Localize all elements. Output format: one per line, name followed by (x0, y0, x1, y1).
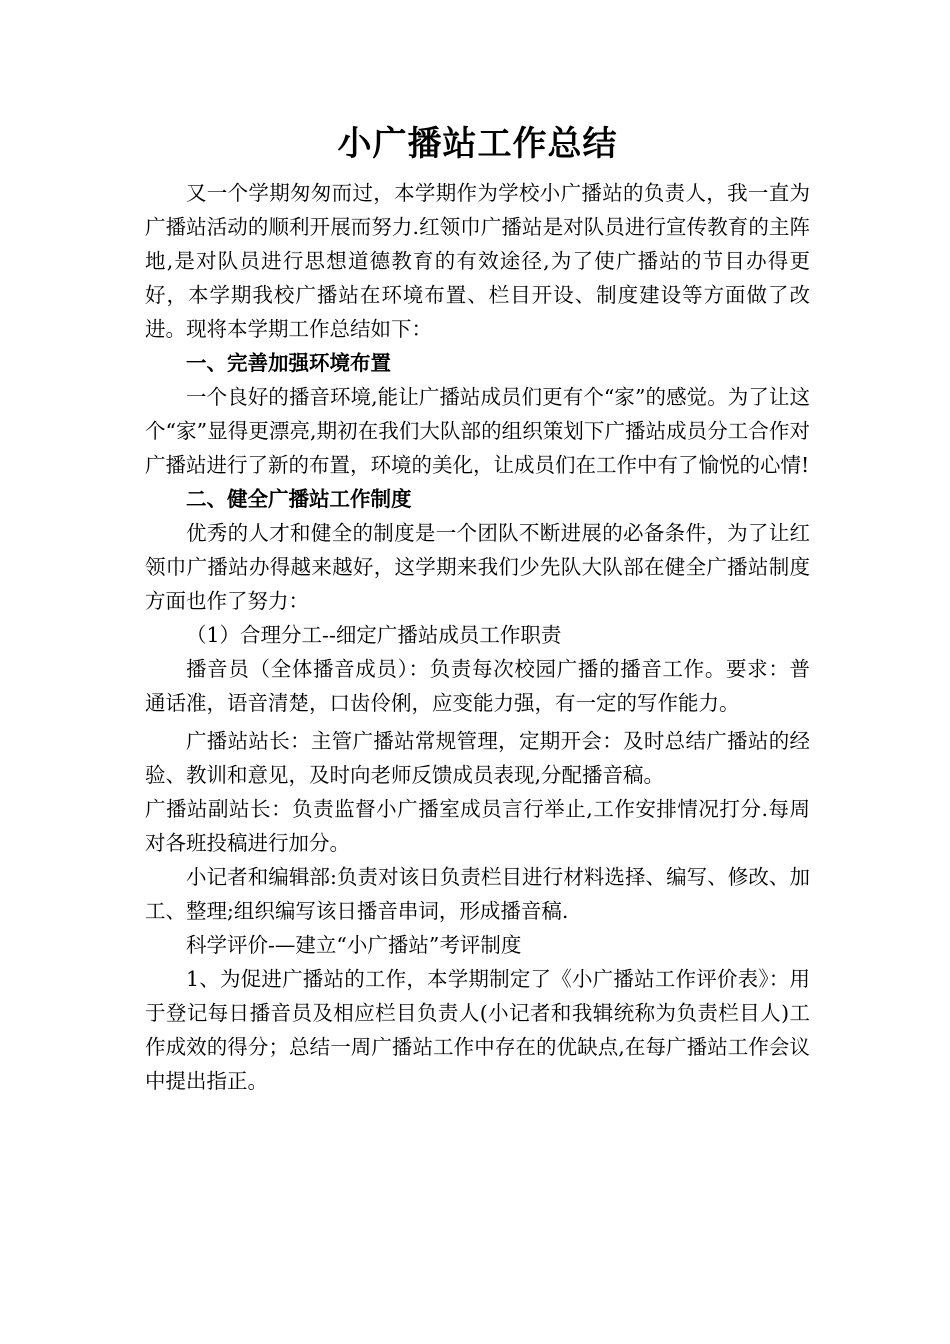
evaluation-form-paragraph: 1、为促进广播站的工作，本学期制定了《小广播站工作评价表》：用于登记每日播音员及相应栏目负责人(小记者和我辑统称为负责栏目人)工作成效的得分；总结一周广播站工作中存在的优缺点,在每广播站工作会议中提出指正。 (145, 967, 810, 1093)
subsection-division-of-labor: （1）合理分工--细定广播站成员工作职责 (186, 623, 562, 647)
document-page (145, 120, 810, 1098)
reporter-editor-duty-paragraph: 小记者和编辑部:负责对该日负责栏目进行材料选择、编写、修改、加工、整理;组织编写该日播音串词，形成播音稿. (145, 865, 810, 923)
station-chief-duty-paragraph: 广播站站长：主管广播站常规管理，定期开会：及时总结广播站的经验、教训和意见，及时向老师反馈成员表现,分配播音稿。 (145, 729, 810, 787)
announcer-duty-paragraph: 播音员（全体播音成员）：负责每次校园广播的播音工作。要求：普通话准，语音清楚，口齿伶俐，应变能力强，有一定的写作能力。 (145, 657, 810, 715)
intro-paragraph: 又一个学期匆匆而过，本学期作为学校小广播站的负责人，我一直为广播站活动的顺利开展而努力.红领巾广播站是对队员进行宣传教育的主阵地,是对队员进行思想道德教育的有效途径,为了使广播站的节目办得更好，本学期我校广播站在环境布置、栏目开设、制度建设等方面做了改进。现将本学期工作总结如下： (145, 181, 810, 341)
deputy-chief-duty-paragraph: 广播站副站长：负责监督小广播室成员言行举止,工作安排情况打分.每周对各班投稿进行加分。 (145, 797, 810, 855)
environment-paragraph: 一个良好的播音环境,能让广播站成员们更有个“家”的感觉。为了让这个“家”显得更漂亮,期初在我们大队部的组织策划下广播站成员分工合作对广播站进行了新的布置，环境的美化，让成员们在工作中有了愉悦的心情! (145, 385, 810, 477)
section-heading-environment: 一、完善加强环境布置 (186, 351, 391, 375)
document-title: 小广播站工作总结 (337, 124, 618, 164)
subsection-evaluation: 科学评价-—建立“小广播站”考评制度 (186, 933, 522, 957)
system-paragraph: 优秀的人才和健全的制度是一个团队不断进展的必备条件，为了让红领巾广播站办得越来越好，这学期来我们少先队大队部在健全广播站制度方面也作了努力： (145, 521, 810, 613)
section-heading-system: 二、健全广播站工作制度 (186, 487, 412, 511)
